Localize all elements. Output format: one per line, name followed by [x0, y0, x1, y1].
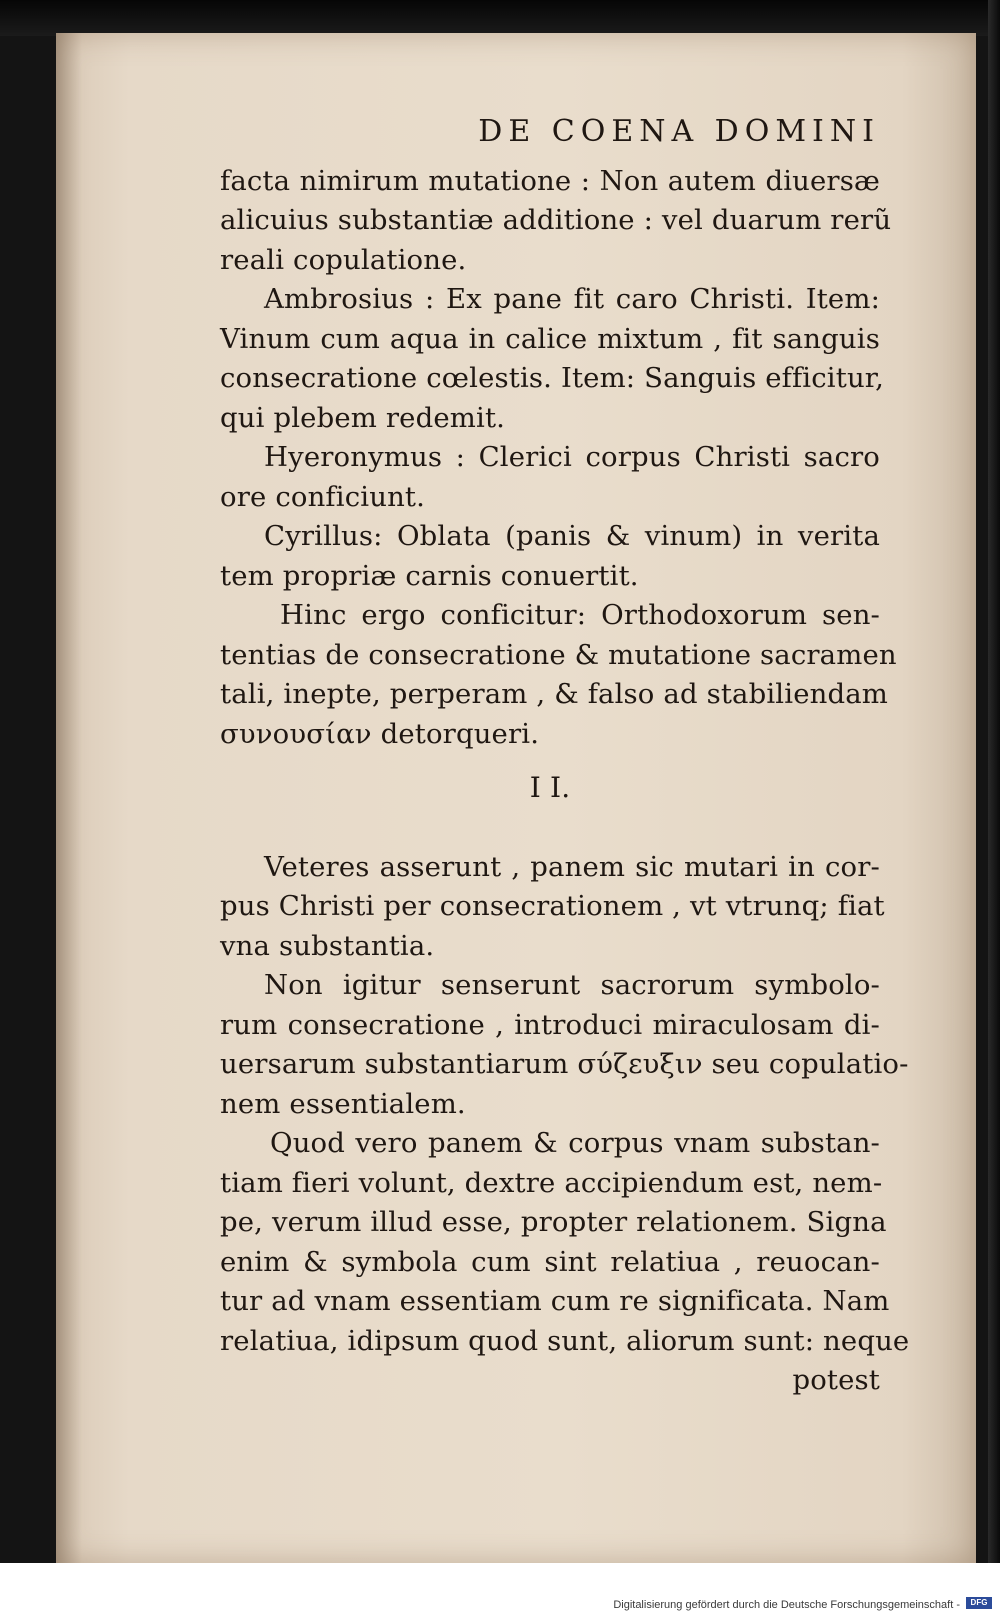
- text-line: vna substantia.: [220, 929, 435, 962]
- dfg-logo: DFG: [966, 1597, 992, 1609]
- text-line: uersarum substantiarum σύζευξιν seu copulatio-: [220, 1048, 909, 1080]
- text-line: Quod vero panem & corpus vnam substan-: [270, 1127, 880, 1159]
- text-line: Vinum cum aqua in calice mixtum , fit sanguis: [220, 322, 880, 355]
- text-line: enim & symbola cum sint relatiua , reuocan-: [220, 1245, 880, 1278]
- scan-top-edge: [0, 0, 1000, 36]
- scan-right-edge: [988, 0, 1000, 1580]
- text-line: consecratione cœlestis. Item: Sanguis efficitur,: [220, 362, 884, 394]
- text-line: relatiua, idipsum quod sunt, aliorum sunt: neque: [220, 1324, 910, 1357]
- text-line: alicuius substantiæ additione : vel duarum rerũ: [220, 204, 892, 236]
- page-gutter-shadow: [56, 33, 82, 1563]
- text-line: tali, inepte, perperam , & falso ad stabiliendam: [220, 678, 889, 710]
- text-line: tur ad vnam essentiam cum re significata. Nam: [220, 1285, 890, 1317]
- text-line: qui plebem redemit.: [220, 401, 506, 434]
- page-text-block: [220, 100, 910, 1401]
- text-line: tiam fieri volunt, dextre accipiendum est, nem-: [220, 1166, 883, 1199]
- text-line: pus Christi per consecrationem , vt vtrunq; fiat: [220, 890, 885, 922]
- catchword: potest: [792, 1364, 880, 1396]
- text-line: Ambrosius : Ex pane fit caro Christi. Item:: [264, 283, 880, 315]
- text-line: συνουσίαν detorqueri.: [220, 717, 540, 750]
- digitization-credit: Digitalisierung gefördert durch die Deutsche Forschungsgemeinschaft -: [613, 1599, 960, 1611]
- text-line: Cyrillus: Oblata (panis & vinum) in verita: [264, 520, 880, 552]
- text-line: nem essentialem.: [220, 1087, 466, 1120]
- section-number: I I.: [529, 771, 571, 804]
- text-line: facta nimirum mutatione : Non autem diuersæ: [220, 164, 880, 197]
- text-line: ore conficiunt.: [220, 480, 426, 513]
- text-line: reali copulatione.: [220, 243, 467, 276]
- text-line: rum consecratione , introduci miraculosam di-: [220, 1008, 880, 1041]
- running-head: DE COENA DOMINI: [478, 114, 880, 149]
- text-line: Veteres asserunt , panem sic mutari in cor-: [264, 850, 880, 883]
- text-line: tentias de consecratione & mutatione sacramen: [220, 638, 897, 671]
- text-line: Non igitur senserunt sacrorum symbolo-: [264, 969, 880, 1001]
- text-line: pe, verum illud esse, propter relationem. Signa: [220, 1206, 887, 1238]
- text-line: Hyeronymus : Clerici corpus Christi sacro: [264, 441, 880, 473]
- digitization-footer: [0, 1563, 1000, 1613]
- text-line: Hinc ergo conficitur: Orthodoxorum sen-: [280, 599, 880, 631]
- text-line: tem propriæ carnis conuertit.: [220, 559, 639, 592]
